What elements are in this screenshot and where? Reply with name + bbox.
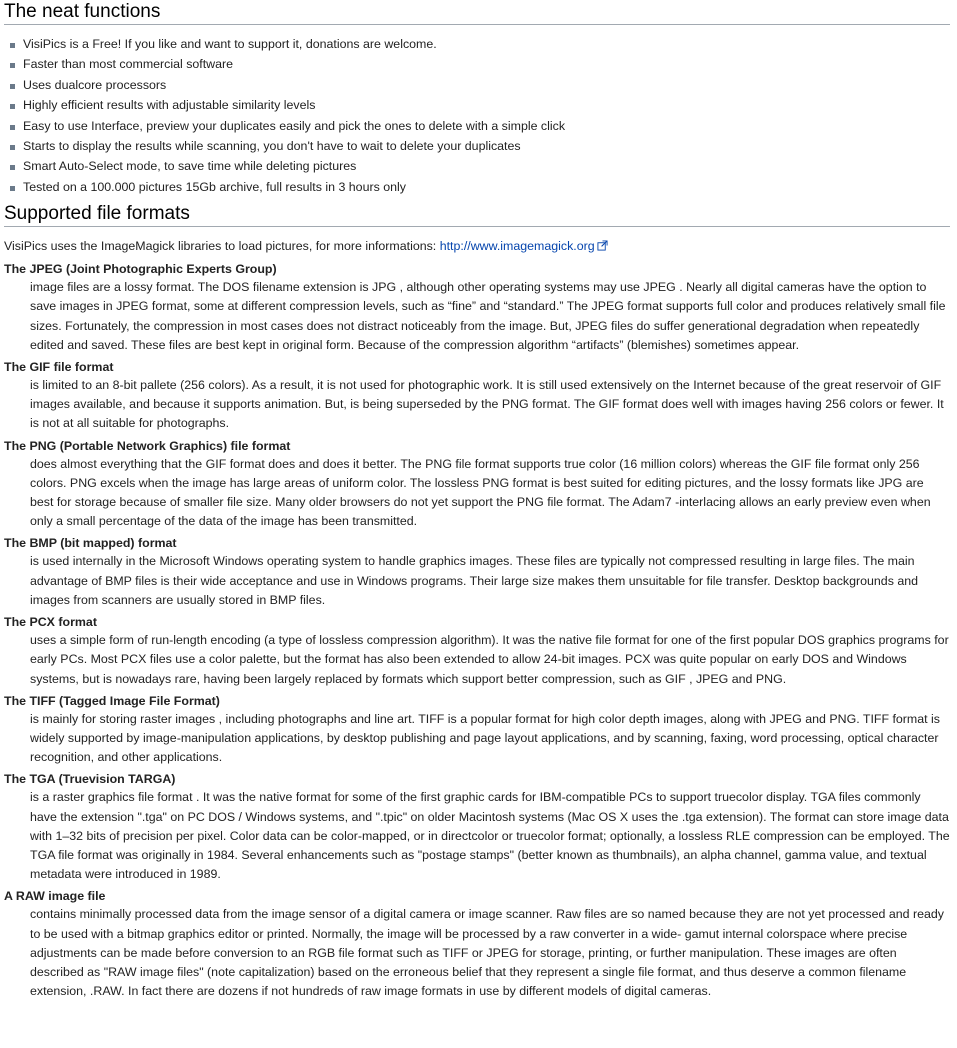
list-item: Faster than most commercial software xyxy=(10,54,950,74)
format-term-bmp: The BMP (bit mapped) format xyxy=(4,536,177,551)
format-desc-tga: is a raster graphics file format . It was the native format for some of the first graphic cards for IBM-compatible PCs to support truecolor display. TGA files commonly have the extension ".tga" on PC DOS / Windows systems, and ".tpic" on older Macintosh systems (Mac OS X uses the .tga extension). The format can store image data with 1–32 bits of precision per pixel. Color data can be color-mapped, or in directcolor or truecolor format; optionally, a lossless RLE compression can be employed. The TGA file format was originally in 1984. Several enhancements such as "postage stamps" (better known as thumbnails), an alpha channel, gamma value, and textual metadata were introduced in 1989. xyxy=(30,790,950,882)
formats-list xyxy=(4,261,950,1001)
list-item: Tested on a 100.000 pictures 15Gb archive, full results in 3 hours only xyxy=(10,177,950,197)
format-term-pcx: The PCX format xyxy=(4,615,97,630)
list-item: Starts to display the results while scanning, you don't have to wait to delete your duplicates xyxy=(10,136,950,156)
format-desc-tiff: is mainly for storing raster images , including photographs and line art. TIFF is a popular format for high color depth images, along with JPEG and PNG. TIFF format is widely supported by image-manipulation applications, by desktop publishing and page layout applications, and by scanning, faxing, word processing, optical character recognition, and other applications. xyxy=(30,711,940,765)
formats-intro xyxy=(4,236,950,256)
format-desc-png: does almost everything that the GIF format does and does it better. The PNG file format supports true color (16 million colors) whereas the GIF file format only 256 colors. PNG excels when the image has large areas of uniform color. The lossless PNG format is best suited for editing pictures, and the lossy formats like JPG are best for storage because of smaller file size. Many older browsers do not yet support the PNG file format. The Adam7 -interlacing allows an early preview even when only a small percentage of the data of the image has been transmitted. xyxy=(30,456,931,529)
format-term-gif: The GIF file format xyxy=(4,360,114,375)
format-term-jpeg: The JPEG (Joint Photographic Experts Group) xyxy=(4,262,277,277)
intro-text: VisiPics uses the ImageMagick libraries to load pictures, for more informations: xyxy=(4,239,437,254)
format-term-tiff: The TIFF (Tagged Image File Format) xyxy=(4,693,220,708)
list-item: VisiPics is a Free! If you like and want to support it, donations are welcome. xyxy=(10,34,950,54)
format-desc-gif: is limited to an 8-bit pallete (256 colors). As a result, it is not used for photographic work. It is still used extensively on the Internet because of the great reservoir of GIF images available, and because it supports animation. But, is being superseded by the PNG format. The GIF format does well with images having 256 colors or fewer. It is not at all suitable for photographs. xyxy=(30,378,944,431)
list-item: Uses dualcore processors xyxy=(10,75,950,95)
format-desc-bmp: is used internally in the Microsoft Windows operating system to handle graphics images. These files are typically not compressed resulting in large files. The main advantage of BMP files is their wide acceptance and use in Windows programs. Their large size makes them unsuitable for file transfer. Desktop backgrounds and images from scanners are usually stored in BMP files. xyxy=(30,554,918,607)
imagemagick-link[interactable]: http://www.imagemagick.org xyxy=(439,239,595,254)
format-desc-raw: contains minimally processed data from the image sensor of a digital camera or image scanner. Raw files are so named because they are not yet processed and ready to be used with a bitmap graphics editor or printed. Normally, the image will be processed by a raw converter in a wide- gamut internal colorspace where precise adjustments can be made before conversion to an RGB file format such as TIFF or JPEG for storage, printing, or further manipulation. These images are often described as "RAW image files" (note capitalization) based on the erroneous belief that they represent a single file format, and thus deserve a common filename extension, .RAW. In fact there are dozens if not hundreds of raw image formats in use by different models of digital cameras. xyxy=(30,907,944,999)
format-term-tga: The TGA (Truevision TARGA) xyxy=(4,772,176,787)
page-content xyxy=(0,1,957,1001)
features-list xyxy=(10,34,950,197)
supported-formats-heading: Supported file formats xyxy=(4,203,950,227)
neat-functions-heading: The neat functions xyxy=(4,1,950,25)
format-desc-jpeg: image files are a lossy format. The DOS filename extension is JPG , although other operating systems may use JPEG . Nearly all digital cameras have the option to save images in JPEG format, some at different compression levels, such as “fine” and “standard.” The JPEG format supports full color and produces relatively small file sizes. Fortunately, the compression in most cases does not distract noticeably from the image. But, JPEG files do suffer generational degradation when repeatedly edited and saved. These files are best kept in original form. Because of the compression algorithm “artifacts” (blemishes) sometimes appear. xyxy=(30,280,946,352)
external-link-icon[interactable] xyxy=(597,240,608,251)
list-item: Highly efficient results with adjustable similarity levels xyxy=(10,95,950,115)
format-term-png: The PNG (Portable Network Graphics) file format xyxy=(4,438,291,453)
list-item: Smart Auto-Select mode, to save time while deleting pictures xyxy=(10,156,950,176)
list-item: Easy to use Interface, preview your duplicates easily and pick the ones to delete with a simple click xyxy=(10,116,950,136)
format-term-raw: A RAW image file xyxy=(4,889,106,904)
format-desc-pcx: uses a simple form of run-length encoding (a type of lossless compression algorithm). It was the native file format for one of the first popular DOS graphics programs for early PCs. Most PCX files use a color palette, but the format has also been extended to allow 24-bit images. PCX was quite popular on early DOS and Windows systems, but is nowadays rare, having been largely replaced by formats which support better compression, such as GIF , JPEG and PNG. xyxy=(30,633,949,686)
